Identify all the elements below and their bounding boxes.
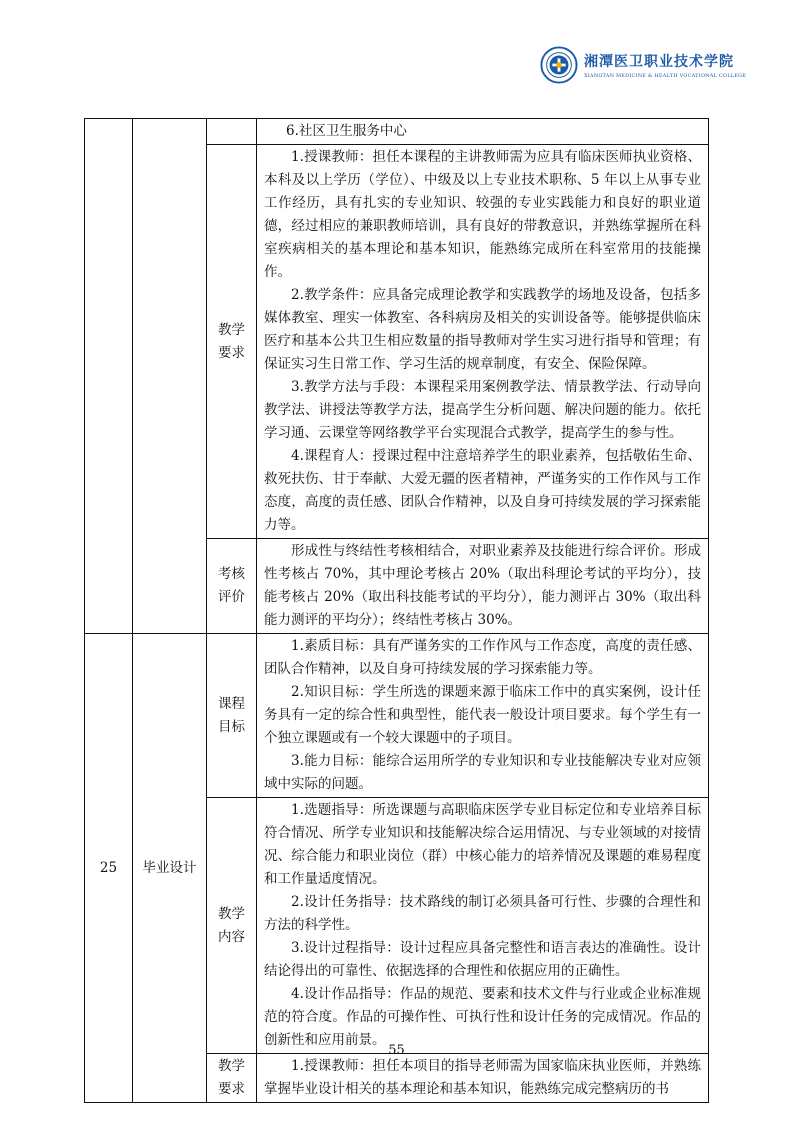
- college-logo: [540, 46, 746, 84]
- page-number: 55: [388, 1043, 405, 1058]
- content-paragraph: 4.设计作品指导：作品的规范、要素和技术文件与行业或企业标准规范的符合度。作品的可操作性、可执行性和设计任务的完成情况。作品的创新性和应用前景。: [264, 986, 701, 1048]
- goal-paragraph: 1.素质目标：具有严谨务实的工作作风与工作态度，高度的责任感、团队合作精神，以及自身可持续发展的学习探索能力等。: [264, 638, 701, 677]
- content-paragraph: 3.设计过程指导：设计过程应具备完整性和语言表达的准确性。设计结论得出的可靠性、依据选择的合理性和依据应用的正确性。: [264, 940, 701, 979]
- teach-req-paragraph: 2.教学条件：应具备完成理论教学和实践教学的场地及设备，包括多媒体教室、理实一体教室、各科病房及相关的实训设备等。能够提供临床医疗和基本公共卫生相应数量的指导教师对学生实习进行指导和管理；有保证实习生日常工作、学习生活的规章制度，有安全、保险保障。: [264, 287, 701, 372]
- assess-paragraph: 形成性与终结性考核相结合，对职业素养及技能进行综合评价。形成性考核占 70%，其中理论考核占 20%（取出科理论考试的平均分），技能考核占 20%（取出科技能考试的平均分），能力测评占 30%（取出科能力测评的平均分）；终结性考核占 30%。: [264, 543, 701, 628]
- college-name-en: XIANGTAN MEDICINE & HEALTH VOCATIONAL COLLEGE: [584, 73, 747, 79]
- teach-req-label: 教学 要求: [207, 145, 257, 539]
- course-number: 25: [85, 634, 133, 1103]
- course-table: [84, 118, 709, 1103]
- content-label: 教学 内容: [207, 798, 257, 1054]
- teach-req-paragraph: 1.授课教师：担任本课程的主讲教师需为应具有临床医师执业资格、本科及以上学历（学位）、中级及以上专业技术职称、5 年以上从事专业工作经历，具有扎实的专业知识、较强的专业实践能力和良好的职业道德，经过相应的兼职教师培训，具有良好的带教意识，并熟练掌握所在科室疾病相关的基本理论和基本知识，能熟练完成所在科室常用的技能操作。: [264, 149, 701, 280]
- goal-content: [257, 634, 709, 798]
- goal-paragraph: 3.能力目标：能综合运用所学的专业知识和专业技能解决专业对应领域中实际的问题。: [264, 753, 701, 792]
- course-name: 毕业设计: [133, 634, 207, 1103]
- req-content: [257, 1054, 709, 1103]
- table-row: [85, 634, 709, 798]
- teach-req-paragraph: 4.课程育人：授课过程中注意培养学生的职业素养，包括敬佑生命、救死扶伤、甘于奉献、大爱无疆的医者精神，严谨务实的工作作风与工作态度，高度的责任感、团队合作精神，以及自身可持续发展的学习探索能力等。: [264, 448, 701, 533]
- teach-req-content: [257, 145, 709, 539]
- label-cell-empty: [207, 119, 257, 145]
- goal-label: 课程 目标: [207, 634, 257, 798]
- content-paragraph: 1.选题指导：所选课题与高职临床医学专业目标定位和专业培养目标符合情况、所学专业知识和技能解决综合运用情况、与专业领域的对接情况、综合能力和职业岗位（群）中核心能力的培养情况及课题的难易程度和工作量适度情况。: [264, 802, 701, 887]
- assess-content: [257, 539, 709, 634]
- content-paragraph: 2.设计任务指导：技术路线的制订必须具备可行性、步骤的合理性和方法的科学性。: [264, 894, 701, 933]
- number-cell-empty: [85, 119, 133, 634]
- college-name-cn: 湘潭医卫职业技术学院: [584, 54, 734, 70]
- teach-req-paragraph: 3.教学方法与手段：本课程采用案例教学法、情景教学法、行动导向教学法、讲授法等教学方法，提高学生分析问题、解决问题的能力。依托学习通、云课堂等网络教学平台实现混合式教学，提高学生的参与性。: [264, 379, 701, 441]
- community-cell: [257, 119, 709, 145]
- req-paragraph: 1.授课教师：担任本项目的指导老师需为国家临床执业医师，并熟练掌握毕业设计相关的基本理论和基本知识，能熟练完成完整病历的书: [264, 1058, 701, 1097]
- table-row: [85, 119, 709, 145]
- community-text: 6.社区卫生服务中心: [286, 123, 407, 139]
- req-label: 教学 要求: [207, 1054, 257, 1103]
- assess-label: 考核 评价: [207, 539, 257, 634]
- teaching-content: [257, 798, 709, 1054]
- goal-paragraph: 2.知识目标：学生所选的课题来源于临床工作中的真实案例，设计任务具有一定的综合性和典型性，能代表一般设计项目要求。每个学生有一个独立课题或有一个较大课题中的子项目。: [264, 684, 701, 746]
- course-name-cell-empty: [133, 119, 207, 634]
- college-seal-icon: [540, 46, 578, 84]
